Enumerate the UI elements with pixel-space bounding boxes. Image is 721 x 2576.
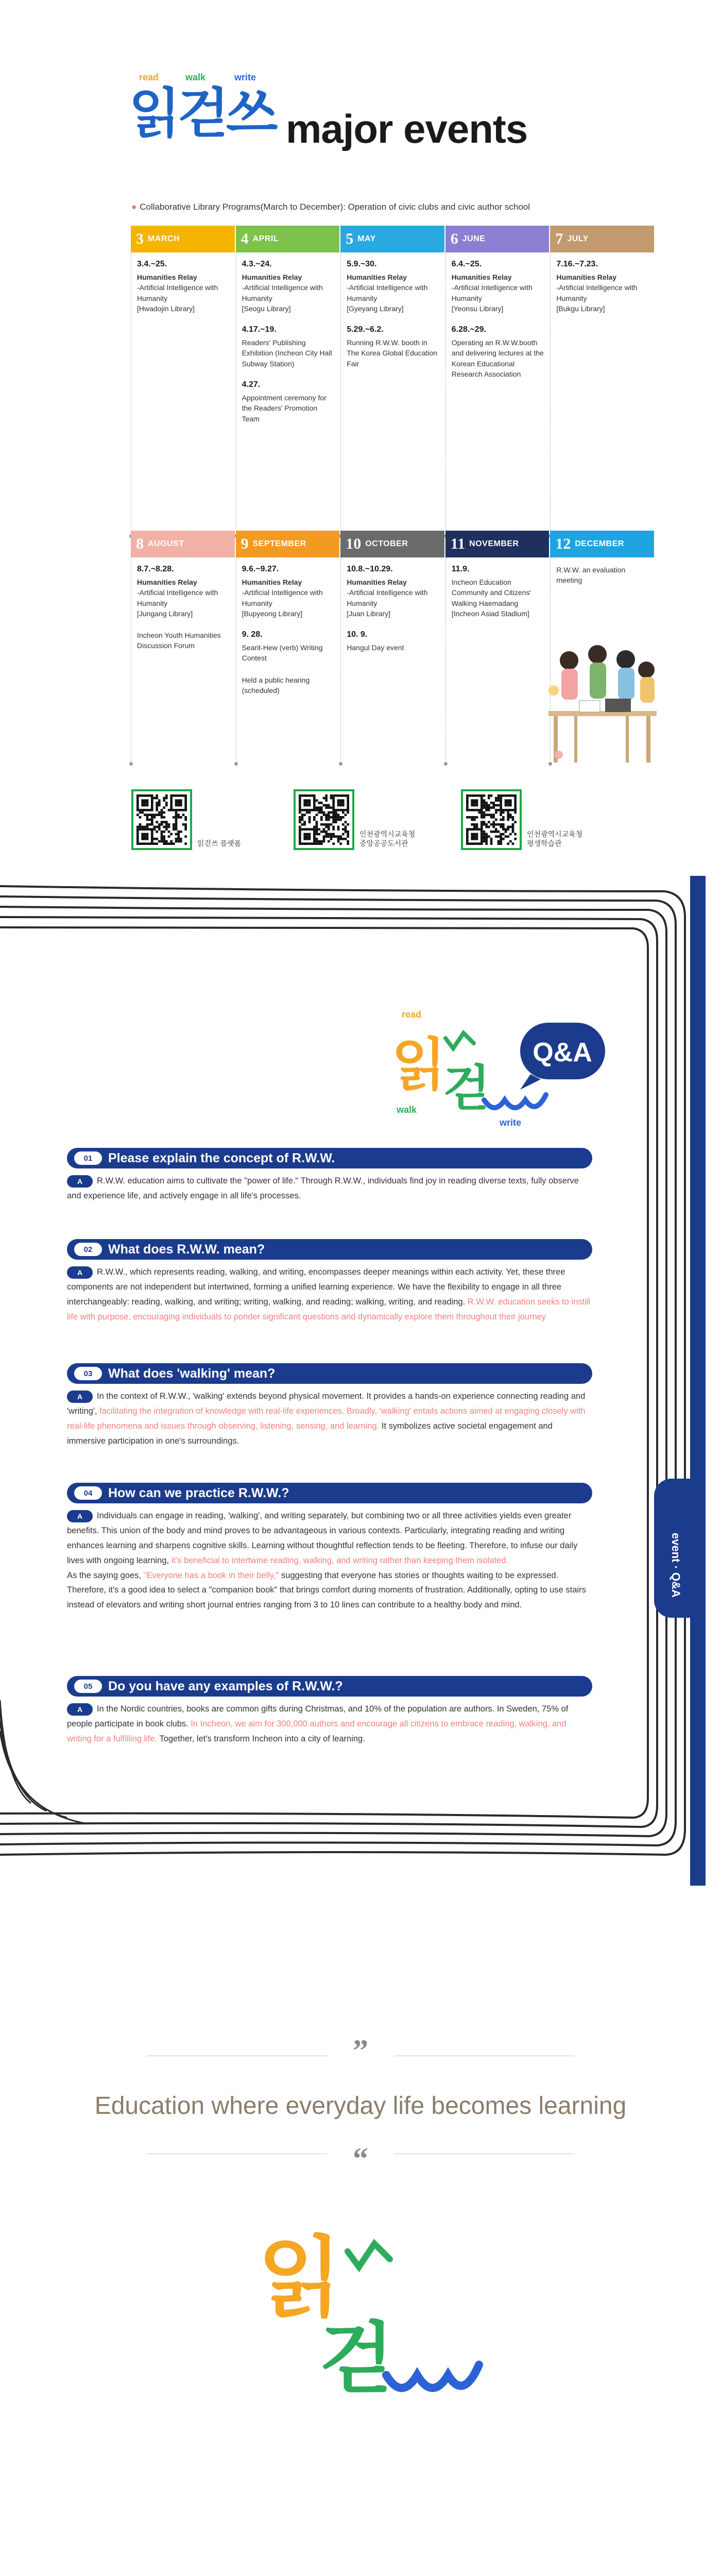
qa-answer <box>67 1265 592 1325</box>
events-note: ● Collaborative Library Programs(March to December): Operation of civic clubs and civic author school <box>131 202 530 212</box>
event-text: Hangul Day event <box>347 643 404 652</box>
month-number: 8 <box>136 535 144 552</box>
qr-code-label: 읽걷쓰 플랫폼 <box>197 839 242 848</box>
qr-code-item[interactable] <box>131 789 241 850</box>
event-text: Running R.W.W. booth in The Korea Global Education Fair <box>347 338 438 368</box>
event-column <box>131 252 235 536</box>
month-row-1 <box>131 226 654 252</box>
qr-code-icon[interactable] <box>461 789 522 850</box>
slogan: Education where everyday life becomes learning <box>94 2092 627 2120</box>
month-header <box>131 531 235 557</box>
event-item <box>452 565 544 619</box>
qr-code-icon[interactable] <box>131 789 192 850</box>
answer-badge: A <box>67 1266 93 1279</box>
answer-text: Individuals can engage in reading, 'walking', and writing separately, but combining two or all three activities yields even greater benefits. This union of the body and mind proves to be advantageous in various contexts. Particularly, integrating reading and writing enhances learning and sharpens cognitive skills. Learning without thoughtful reflection tends to be fleeting. Therefore, to infuse our daily lives with ongoing learning, <box>67 1511 578 1565</box>
event-item <box>242 325 335 369</box>
answer-text: Together, let's transform Incheon into a city of learning. <box>157 1734 365 1743</box>
month-name: APRIL <box>252 234 279 243</box>
answer-badge: A <box>67 1175 93 1188</box>
event-text: Held a public hearing (scheduled) <box>242 675 310 695</box>
side-strip <box>690 876 706 1886</box>
event-text: Readers' Publishing Exhibition (Incheon City Hall Subway Station) <box>242 338 332 368</box>
answer-badge: A <box>67 1510 93 1522</box>
people-reading-illustration <box>543 634 662 773</box>
month-number: 7 <box>555 230 563 247</box>
month-number: 11 <box>450 535 466 552</box>
event-column <box>131 557 235 764</box>
event-text: Incheon Youth Humanities Discussion Forum <box>137 631 221 650</box>
event-date: 4.17.~19. <box>242 325 277 334</box>
event-text: Operating an R.W.W.booth and delivering lectures at the Korean Educational Research Association <box>451 338 544 379</box>
month-name: NOVEMBER <box>469 539 519 548</box>
svg-text:걷: 걷 <box>443 1060 490 1117</box>
event-item <box>242 565 335 619</box>
month-name: DECEMBER <box>575 539 624 548</box>
answer-highlight-text: R.W.W. education seeks to instill life with purpose, encouraging individuals to ponder significant questions and dynamically explore them throughout their journey <box>67 1297 591 1321</box>
qa-number-badge: 02 <box>74 1243 102 1256</box>
qr-code-label: 인천광역시교육청 중앙공공도서관 <box>359 829 416 848</box>
rww-big-logo <box>258 2221 484 2416</box>
event-text: Searit-Hew (verb) Writing Contest <box>242 643 323 663</box>
qa-answer <box>67 1509 592 1613</box>
answer-text: R.W.W. education aims to cultivate the "power of life." Through R.W.W., individuals find joy in reading diverse texts, fully observe and experience life, and actively engage in all life's processes. <box>67 1176 579 1200</box>
page-title: major events <box>286 106 528 151</box>
month-header <box>131 226 235 252</box>
event-column <box>236 252 340 536</box>
event-column <box>236 557 340 764</box>
event-date: 6.4.~25. <box>451 260 482 268</box>
event-date: 9.6.~9.27. <box>242 565 279 573</box>
svg-text:읽: 읽 <box>391 1032 447 1098</box>
qr-code-item[interactable] <box>461 789 582 850</box>
event-columns-1 <box>131 252 654 536</box>
qa-answer <box>67 1389 592 1449</box>
event-item <box>242 675 335 696</box>
event-text: Humanities Relay -Artificial Intelligence with Humanity [Jungang Library] <box>137 578 218 618</box>
answer-highlight-text: In Incheon, we aim for 300,000 authors and encourage all citizens to embrace reading, walking, and writing for a fulfilling life. <box>67 1719 566 1743</box>
answer-text: In the context of R.W.W., 'walking' extends beyond physical movement. It provides a hands-on experience connecting reading and 'writing', <box>67 1392 586 1416</box>
qa-question <box>67 1483 592 1503</box>
qa-question-text: What does 'walking' mean? <box>108 1366 276 1381</box>
event-column <box>340 252 444 536</box>
answer-text: It symbolizes active societal engagement and immersive participation in one's surroundings. <box>67 1421 553 1446</box>
event-text: Appointment ceremony for the Readers' Promotion Team <box>242 394 327 423</box>
event-text: Humanities Relay -Artificial Intelligence with Humanity [Hwadojin Library] <box>137 273 218 313</box>
month-header <box>340 531 444 557</box>
event-item <box>137 260 230 314</box>
answer-text: In the Nordic countries, books are common gifts during Christmas, and 10% of the population are authors. In Sweden, 75% of people participate in book clubs. <box>67 1704 569 1728</box>
qa-logo <box>391 1002 608 1131</box>
event-text: Humanities Relay -Artificial Intelligence with Humanity [Juan Library] <box>347 578 428 618</box>
tag-walk: walk <box>185 72 206 82</box>
event-item <box>242 630 335 664</box>
qa-question-text: What does R.W.W. mean? <box>108 1242 265 1257</box>
event-column <box>340 557 444 764</box>
qr-codes <box>0 789 721 851</box>
qa-question-text: How can we practice R.W.W.? <box>108 1485 289 1500</box>
event-item <box>556 260 649 314</box>
month-name: SEPTEMBER <box>252 539 306 548</box>
qa-question <box>67 1363 592 1384</box>
event-date: 11.9. <box>451 565 470 573</box>
event-item <box>242 380 335 424</box>
event-text: Incheon Education Community and Citizens' Walking Haemadang [Incheon Asiad Stadium] <box>451 578 531 618</box>
answer-text: suggesting that everyone has stories or thoughts waiting to be expressed. Therefore, it's a good idea to select a "companion book" that brings comfort during moments of frustration. Additionally, opting to use stairs instead of elevators and writing short journal entries ranging from 3 to 10 lines can contribute to a healthy body and mind. <box>67 1570 586 1610</box>
qr-code-icon[interactable] <box>294 789 354 850</box>
event-text: Humanities Relay -Artificial Intelligence with Humanity [Seogu Library] <box>242 273 323 313</box>
month-name: JULY <box>567 234 589 243</box>
event-item <box>347 260 439 314</box>
month-name: JUNE <box>462 234 486 243</box>
event-date: 5.29.~6.2. <box>347 325 384 334</box>
month-row-2 <box>131 531 654 557</box>
event-date: 4.27. <box>242 380 261 389</box>
qa-question-text: Please explain the concept of R.W.W. <box>108 1150 335 1165</box>
qa-number-badge: 03 <box>74 1367 102 1380</box>
event-item <box>347 630 439 653</box>
qa-tag-read: read <box>402 1009 422 1020</box>
qa-question <box>67 1148 592 1168</box>
event-date: 9. 28. <box>242 630 263 639</box>
event-item <box>347 565 439 619</box>
answer-highlight-text: "Everyone has a book in their belly," <box>143 1570 279 1580</box>
event-item <box>452 325 544 379</box>
qa-question <box>67 1676 592 1697</box>
month-name: MARCH <box>148 234 180 243</box>
qa-tag-walk: walk <box>397 1105 417 1115</box>
event-column <box>550 252 654 536</box>
month-name: OCTOBER <box>365 539 408 548</box>
month-number: 9 <box>241 535 249 552</box>
qa-number-badge: 01 <box>74 1151 102 1165</box>
answer-highlight-text: it's beneficial to intertwine reading, walking, and writing rather than keeping them isolated. <box>171 1555 509 1565</box>
side-tab-label: event · Q&A <box>670 1533 682 1598</box>
qa-answer <box>67 1702 592 1747</box>
month-number: 12 <box>555 535 571 552</box>
qa-number-badge: 05 <box>74 1680 102 1693</box>
month-header <box>550 531 654 557</box>
event-date: 10. 9. <box>347 630 368 639</box>
event-item <box>242 260 335 314</box>
month-name: MAY <box>357 234 376 243</box>
side-tab <box>654 1479 695 1618</box>
event-text: Humanities Relay -Artificial Intelligence with Humanity [Bupyeong Library] <box>242 578 323 618</box>
event-item <box>137 630 230 651</box>
qr-code-item[interactable] <box>294 789 415 850</box>
event-item <box>137 565 230 619</box>
rww-logo: 읽걷쓰 <box>129 82 275 145</box>
quote-open-mark: “ <box>353 2142 368 2176</box>
month-number: 4 <box>241 230 249 247</box>
event-item <box>347 325 439 369</box>
tag-read: read <box>139 72 159 82</box>
month-header <box>236 531 340 557</box>
quote-close-mark: ” <box>353 2033 368 2067</box>
svg-text:읽: 읽 <box>258 2227 342 2329</box>
qr-code-label: 인천광역시교육청 평생학습관 <box>527 829 583 848</box>
qa-question-text: Do you have any examples of R.W.W.? <box>108 1679 343 1693</box>
event-column <box>445 252 550 536</box>
event-date: 3.4.~25. <box>137 260 167 268</box>
month-number: 5 <box>346 230 354 247</box>
event-item <box>452 260 544 314</box>
svg-text:걷: 걷 <box>319 2314 394 2404</box>
answer-highlight-text: facilitating the integration of knowledge with real-life experiences. Broadly, 'walking' entails actions aimed at engaging closely with real-life phenomena and issues through observing, listening, sensing, and learning. <box>67 1406 586 1431</box>
qa-tag-write: write <box>500 1117 522 1128</box>
event-date: 5.9.~30. <box>347 260 377 268</box>
answer-text: As the saying goes, <box>67 1570 144 1580</box>
qa-logo-title: Q&A <box>533 1038 592 1067</box>
month-number: 6 <box>450 230 458 247</box>
closing-section <box>0 1906 721 2576</box>
event-column <box>445 557 550 764</box>
answer-badge: A <box>67 1703 93 1716</box>
answer-text: R.W.W., which represents reading, walking, and writing, encompasses deeper meanings within each activity. Yet, these three components are not independent but intertwined, forming a unified learning experience. We have the flexibility to engage in all three interchangeably: reading, walking, and writing; writing, walking, and reading; walking, writing, and reading. <box>67 1267 565 1307</box>
event-date: 4.3.~24. <box>242 260 272 268</box>
event-item <box>556 565 649 586</box>
month-header <box>445 226 550 252</box>
month-header <box>445 531 550 557</box>
month-header <box>236 226 340 252</box>
event-text: R.W.W. an evaluation meeting <box>556 566 626 585</box>
qa-answer <box>67 1174 592 1204</box>
event-date: 10.8.~10.29. <box>347 565 393 573</box>
tag-write: write <box>234 72 256 82</box>
event-date: 6.28.~29. <box>451 325 486 334</box>
event-text: Humanities Relay -Artificial Intelligence with Humanity [Yeonsu Library] <box>451 273 533 313</box>
qa-number-badge: 04 <box>74 1486 102 1500</box>
qa-section <box>0 876 721 1886</box>
month-number: 3 <box>136 230 144 247</box>
events-note-text: Collaborative Library Programs(March to December): Operation of civic clubs and civic author school <box>140 202 530 212</box>
qa-question <box>67 1239 592 1260</box>
month-number: 10 <box>346 535 362 552</box>
event-text: Humanities Relay -Artificial Intelligence with Humanity [Gyeyang Library] <box>347 273 428 313</box>
event-date: 7.16.~7.23. <box>556 260 598 268</box>
event-text: Humanities Relay -Artificial Intelligence with Humanity [Bukgu Library] <box>556 273 638 313</box>
events-section <box>0 0 721 866</box>
event-date: 8.7.~8.28. <box>137 565 174 573</box>
answer-badge: A <box>67 1391 93 1403</box>
month-header <box>340 226 444 252</box>
month-name: AUGUST <box>148 539 184 548</box>
month-header <box>550 226 654 252</box>
